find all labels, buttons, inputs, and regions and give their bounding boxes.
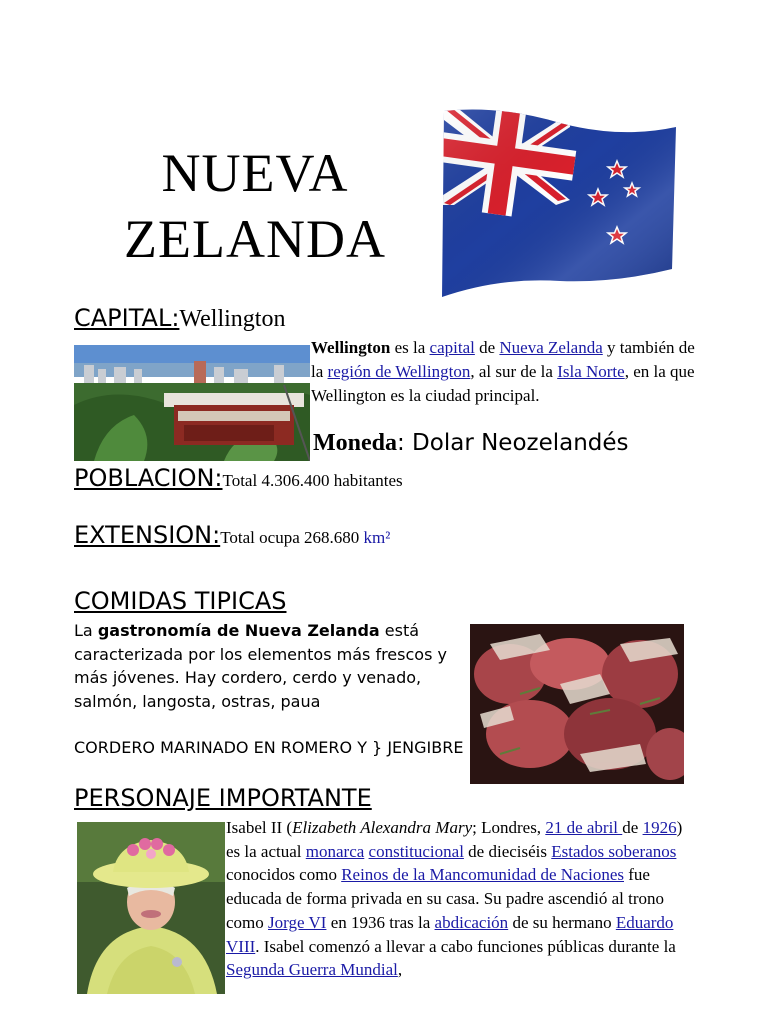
wellington-description [311, 336, 696, 408]
extension-value: Total ocupa 268.680 [220, 528, 364, 547]
link-monarca[interactable]: monarca [305, 841, 365, 861]
text-fragment: fue educada de forma privada en su casa. Su padre ascendió al trono como [226, 865, 665, 932]
text-fragment: de dieciséis [463, 841, 552, 861]
poblacion-value: Total 4.306.400 habitantes [222, 471, 403, 490]
link-eduardo-viii[interactable]: Eduardo VIII [226, 912, 674, 956]
text-fragment: , al sur de la [470, 362, 558, 381]
text-fragment: , en la que Wellington es la ciudad principal. [311, 362, 695, 405]
link-region-wellington[interactable]: región de Wellington [327, 362, 471, 381]
text-fragment: conocidos como [226, 865, 342, 885]
text-fragment: es la [390, 338, 430, 357]
poblacion-label: POBLACION: [74, 464, 223, 492]
link-segunda-guerra-mundial[interactable]: Segunda Guerra Mundial [226, 960, 398, 980]
text-fragment: de [474, 338, 500, 357]
link-jorge-vi[interactable]: Jorge VI [268, 912, 327, 932]
text-fragment: en 1936 tras la [326, 912, 435, 932]
text-fragment: , [397, 960, 403, 980]
capital-value: Wellington [179, 306, 286, 332]
link-capital[interactable]: capital [429, 338, 475, 357]
queen-elizabeth-photo [77, 822, 225, 994]
comidas-description [74, 619, 459, 713]
full-name-italic: Elizabeth Alexandra Mary [292, 818, 473, 837]
gastronomia-bold: gastronomía de Nueva Zelanda [97, 621, 380, 640]
personaje-label: PERSONAJE IMPORTANTE [74, 784, 372, 812]
new-zealand-flag-image [440, 105, 678, 300]
extension-heading [74, 521, 390, 549]
text-fragment: ) es la actual [226, 818, 683, 861]
text-fragment: ; Londres, [472, 818, 546, 837]
comidas-heading [74, 587, 286, 615]
comidas-label: COMIDAS TIPICAS [74, 587, 287, 615]
link-constitucional[interactable]: constitucional [368, 841, 464, 861]
queen-description [226, 816, 696, 982]
wellington-bold: Wellington [311, 338, 391, 357]
title-line-1: NUEVA [161, 143, 349, 203]
text-fragment: de [622, 818, 643, 837]
link-nueva-zelanda[interactable]: Nueva Zelanda [499, 338, 603, 357]
text-fragment: y también de la [311, 338, 695, 381]
extension-label: EXTENSION: [74, 521, 221, 549]
title-line-2: ZELANDA [124, 209, 386, 269]
wellington-city-photo [74, 345, 310, 461]
poblacion-heading [74, 464, 403, 492]
link-estados-soberanos[interactable]: Estados soberanos [551, 841, 677, 861]
moneda-value: : Dolar Neozelandés [397, 430, 629, 456]
dish-name: CORDERO MARINADO EN ROMERO Y } JENGIBRE [74, 738, 464, 757]
text-fragment: de su hermano [508, 912, 616, 932]
text-fragment: Isabel II ( [226, 818, 293, 837]
moneda-line [313, 430, 629, 457]
link-isla-norte[interactable]: Isla Norte [557, 362, 625, 381]
text-fragment: La [74, 621, 98, 640]
link-21-abril[interactable]: 21 de abril [545, 818, 623, 837]
link-1926[interactable]: 1926 [642, 818, 677, 837]
link-reinos-mancomunidad[interactable]: Reinos de la Mancomunidad de Naciones [341, 865, 624, 885]
capital-heading [74, 304, 285, 333]
moneda-label: Moneda [313, 430, 397, 456]
lamb-dish-photo [470, 624, 684, 784]
link-abdicacion[interactable]: abdicación [434, 912, 509, 932]
capital-label: CAPITAL: [74, 304, 180, 332]
page-title [100, 140, 410, 272]
text-fragment: está caracterizada por los elementos más frescos y más jóvenes. Hay cordero, cerdo y venado, salmón, langosta, ostras, paua [74, 621, 447, 711]
text-fragment: . Isabel comenzó a llevar a cabo funciones públicas durante la [255, 936, 676, 956]
personaje-heading [74, 784, 372, 812]
link-km2[interactable]: km² [363, 528, 391, 547]
